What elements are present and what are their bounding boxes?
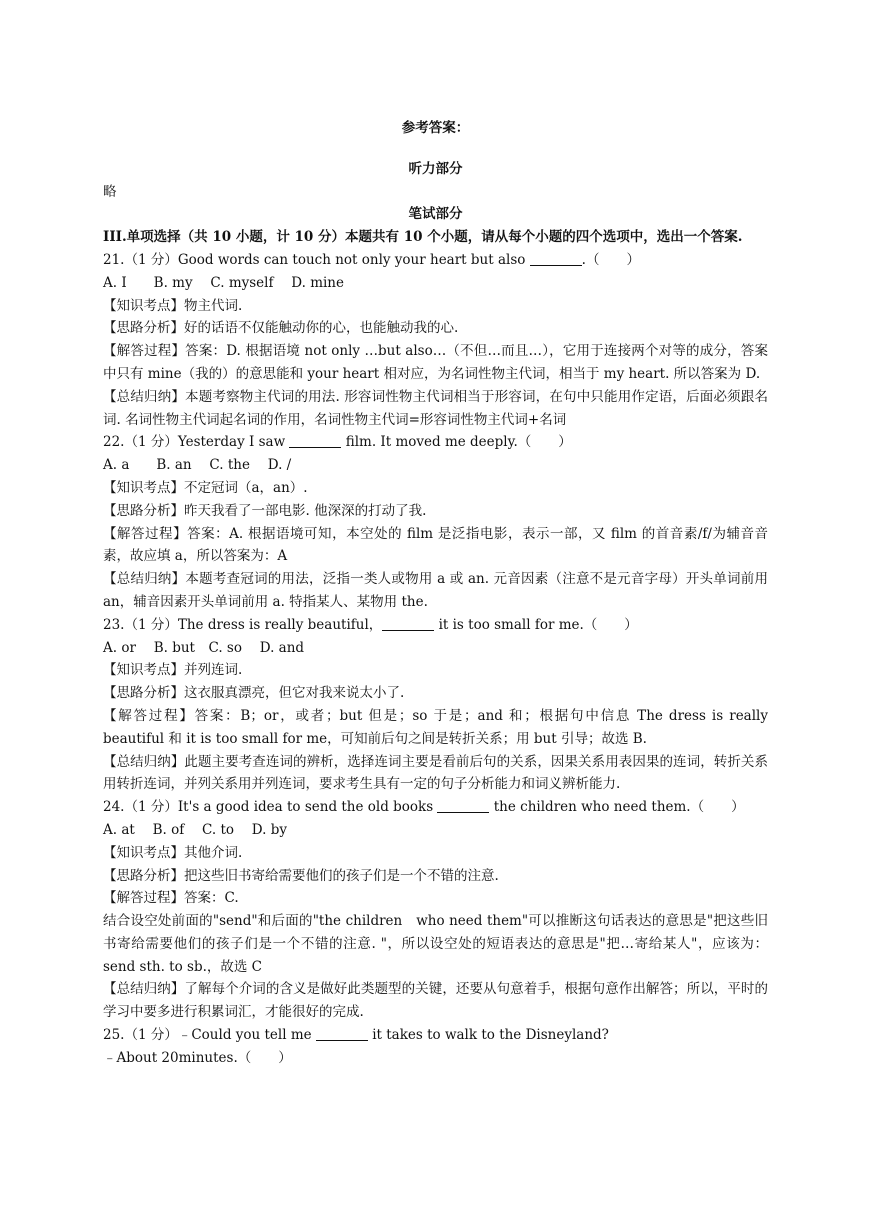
question-21: [103, 249, 768, 431]
question-options: A. or B. but C. so D. and: [103, 639, 305, 656]
written-title: 笔试部分: [408, 206, 463, 223]
question-stem: 24.（1 分）It's a good idea to send the old books the children who need them.（ ）: [103, 799, 745, 816]
solution: 【解答过程】答案：B；or，或者；but 但是；so 于是；and 和；根据句中信息 The dress is really beautiful 和 it is too small for me，可知前后句之间是转折关系；用 but 引导；故选 B.: [103, 707, 768, 747]
answer-blank: [289, 433, 341, 448]
question-options: A. at B. of C. to D. by: [103, 821, 287, 838]
question-22: [103, 431, 768, 613]
analysis: 【思路分析】昨天我看了一部电影. 他深深的打动了我.: [103, 502, 427, 519]
solution-detail: 结合设空处前面的"send"和后面的"the children who need them"可以推断这句话表达的意思是"把这些旧书寄给需要他们的孩子们是一个不错的注意. "，所以设空处的短语表达的意思是"把…寄给某人"，应该为：send sth. to sb.，故选 C: [103, 913, 768, 975]
listening-note: 略: [103, 183, 117, 200]
question-options: A. I B. my C. myself D. mine: [103, 274, 344, 291]
answer-blank: [437, 798, 489, 813]
question-options: A. a B. an C. the D. /: [103, 457, 292, 474]
summary: 【总结归纳】此题主要考查连词的辨析，选择连词主要是看前后句的关系，因果关系用表因果的连词，转折关系用转折连词，并列关系用并列连词，要求考生具有一定的句子分析能力和词义辨析能力.: [103, 753, 768, 793]
summary: 【总结归纳】本题考查冠词的用法，泛指一类人或物用 a 或 an. 元音因素（注意不是元音字母）开头单词前用 an，辅音因素开头单词前用 a. 特指某人、某物用 the.: [103, 571, 768, 610]
answer-blank: [530, 251, 582, 266]
section-intro: III.单项选择（共 10 小题，计 10 分）本题共有 10 个小题，请从每个小题的四个选项中，选出一个答案.: [103, 229, 743, 246]
question-stem-reply: ﹣About 20minutes.（ ）: [103, 1049, 292, 1066]
question-stem: 22.（1 分）Yesterday I saw film. It moved me deeply.（ ）: [103, 434, 572, 451]
document-content: [103, 117, 768, 1070]
answer-blank: [316, 1026, 368, 1041]
knowledge-point: 【知识考点】其他介词.: [103, 844, 243, 861]
analysis: 【思路分析】好的话语不仅能触动你的心，也能触动我的心.: [103, 320, 459, 337]
knowledge-point: 【知识考点】并列连词.: [103, 662, 243, 679]
question-24: [103, 796, 768, 1024]
listening-title: 听力部分: [408, 160, 463, 177]
answer-blank: [382, 616, 434, 631]
answer-title: 参考答案：: [401, 120, 470, 136]
question-stem: 23.（1 分）The dress is really beautiful， it is too small for me.（ ）: [103, 616, 638, 633]
question-stem: 25.（1 分）﹣Could you tell me it takes to walk to the Disneyland?: [103, 1027, 609, 1044]
analysis: 【思路分析】这衣服真漂亮，但它对我来说太小了.: [103, 685, 405, 702]
summary: 【总结归纳】了解每个介词的含义是做好此类题型的关键，还要从句意着手，根据句意作出解答；所以，平时的学习中要多进行积累词汇，才能很好的完成.: [103, 981, 768, 1021]
question-23: [103, 614, 768, 796]
summary: 【总结归纳】本题考察物主代词的用法. 形容词性物主代词相当于形容词，在句中只能用作定语，后面必须跟名词. 名词性物主代词起名词的作用，名词性物主代词=形容词性物主代词+名词: [103, 388, 768, 428]
question-25: [103, 1024, 768, 1070]
knowledge-point: 【知识考点】物主代词.: [103, 297, 243, 314]
analysis: 【思路分析】把这些旧书寄给需要他们的孩子们是一个不错的注意.: [103, 867, 499, 884]
knowledge-point: 【知识考点】不定冠词（a，an）.: [103, 479, 308, 496]
solution: 【解答过程】答案：A. 根据语境可知，本空处的 film 是泛指电影，表示一部，又 film 的首音素/f/为辅音音素，故应填 a，所以答案为：A: [103, 525, 768, 565]
solution: 【解答过程】答案：C.: [103, 890, 239, 907]
question-stem: 21.（1 分）Good words can touch not only your heart but also .（ ）: [103, 251, 640, 268]
solution: 【解答过程】答案：D. 根据语境 not only …but also…（不但…而且…），它用于连接两个对等的成分，答案中只有 mine（我的）的意思能和 your heart 相对应，为名词性物主代词，相当于 my heart. 所以答案为 D.: [103, 343, 768, 382]
